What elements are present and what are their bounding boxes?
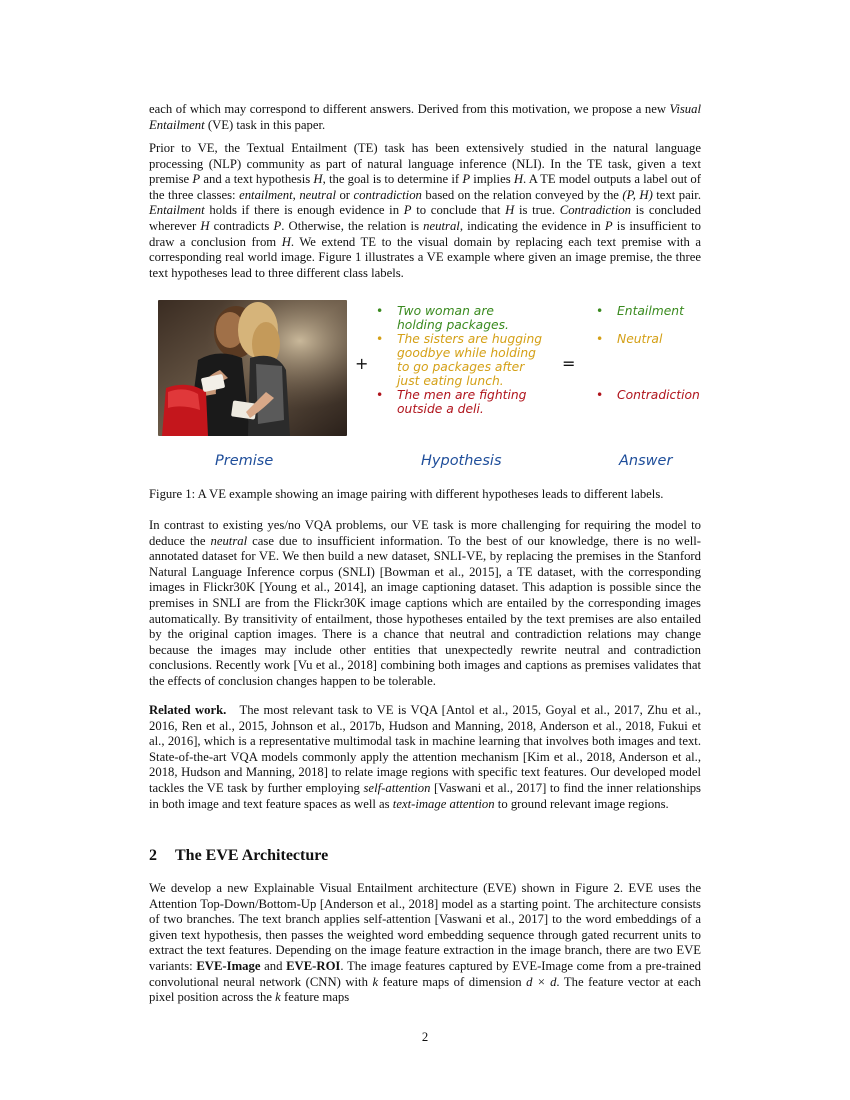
visual-entailment-term: Visual Entailment bbox=[149, 102, 701, 132]
paragraph-related-work: Related work. The most relevant task to VE is VQA [Antol et al., 2015, Goyal et al., 2017, Zhu et al., 2016, Ren et al., 2015, Johnson et al., 2017b, Hudson and Manning, 2018, Anderson et al., 2018, Fukui et al., 2016], which is a representative multimodal task in machine learning that involves both images and text. State-of-the-art VQA models commonly apply the attention mechanism [Kim et al., 2018, Anderson et al., 2018, Hudson and Manning, 2018] to relate image regions with specific text features. Our developed model tackles the VE task by further employing self-attention [Vaswani et al., 2017] to find the inner relationships in both image and text feature spaces as well as text-image attention to ground relevant image regions. bbox=[149, 703, 701, 811]
premise-photo-illustration bbox=[158, 300, 347, 436]
page-number: 2 bbox=[421, 1030, 429, 1044]
paragraph-intro-continuation: each of which may correspond to different answers. Derived from this motivation, we propose a new Visual Entailment (VE) task in this paper. bbox=[149, 102, 701, 132]
bullet-yellow: • bbox=[376, 332, 384, 346]
answer-text: Entailment bbox=[617, 304, 684, 318]
hypothesis-item-entailment bbox=[373, 304, 543, 332]
figure-1 bbox=[149, 298, 701, 483]
figure-1-caption: Figure 1: A VE example showing an image pairing with different hypotheses leads to different labels. bbox=[149, 487, 664, 501]
bullet-green: • bbox=[376, 304, 384, 318]
answer-list bbox=[593, 304, 713, 402]
premise-image bbox=[158, 300, 347, 436]
answer-text: Contradiction bbox=[617, 388, 700, 402]
bullet-red: • bbox=[596, 388, 604, 402]
bullet-red: • bbox=[376, 388, 384, 402]
hypothesis-item-contradiction bbox=[373, 388, 543, 416]
paragraph-eve-architecture: We develop a new Explainable Visual Entailment architecture (EVE) shown in Figure 2. EVE uses the Attention Top-Down/Bottom-Up [Anderson et al., 2018] model as a starting point. The architecture consists of two branches. The text branch applies self-attention [Vaswani et al., 2017] to the word embeddings of a given text hypothesis, then passes the weighted word embedding sequence through gated recurrent units to extract the text features. Depending on the image feature extraction in the image branch, there are two EVE variants: EVE-Image and EVE-ROI. The image features captured by EVE-Image come from a pre-trained convolutional neural network (CNN) with k feature maps of dimension d × d. The feature vector at each pixel position across the k feature maps bbox=[149, 881, 701, 1005]
bullet-green: • bbox=[596, 304, 604, 318]
paragraph-snli-ve: In contrast to existing yes/no VQA problems, our VE task is more challenging for requiring the model to deduce the neutral case due to insufficient information. To the best of our knowledge, there is no well-annotated dataset for VE. We then build a new dataset, SNLI-VE, by replacing the premises in the Stanford Natural Language Inference corpus (SNLI) [Bowman et al., 2015], a TE dataset, with the corresponding images in Flickr30K [Young et al., 2014], an image captioning dataset. This adaption is possible since the premises in SNLI are from the Flickr30K image captions which are entailed by the corresponding images automatically. By transitivity of entailment, those hypotheses entailed by the text premises are also entailed by the original caption images. There is a chance that neutral and contradiction relations may change because the images may include other entities that unexpectedly rewrite neutral and contradiction conclusions. Recently work [Vu et al., 2018] combining both images and captions as premises validates that the effects of conclusion changes happen to be tolerable. bbox=[149, 518, 701, 688]
plus-sign: + bbox=[355, 354, 369, 373]
hypothesis-text: The men are fighting outside a deli. bbox=[397, 388, 527, 416]
equals-sign: = bbox=[562, 354, 576, 373]
hypothesis-label: Hypothesis bbox=[421, 453, 502, 469]
answer-label: Answer bbox=[619, 453, 673, 469]
section-title: The EVE Architecture bbox=[175, 847, 329, 864]
hypothesis-item-neutral bbox=[373, 332, 543, 388]
answer-item bbox=[593, 388, 713, 402]
answer-item bbox=[593, 304, 713, 332]
hypothesis-text: Two woman are holding packages. bbox=[397, 304, 509, 332]
related-work-heading: Related work. bbox=[149, 703, 227, 717]
premise-label: Premise bbox=[215, 453, 274, 469]
section-number: 2 bbox=[149, 847, 157, 864]
hypothesis-list bbox=[373, 304, 543, 416]
bullet-yellow: • bbox=[596, 332, 604, 346]
hypothesis-text: The sisters are hugging goodbye while holding to go packages after just eating lunch. bbox=[397, 332, 543, 388]
section-heading bbox=[149, 847, 328, 865]
paragraph-textual-entailment: Prior to VE, the Textual Entailment (TE) task has been extensively studied in the natural language processing (NLP) community as part of natural language inference (NLI). In the TE task, given a text premise P and a text hypothesis H, the goal is to determine if P implies H. A TE model outputs a label out of the three classes: entailment, neutral or contradiction based on the relation conveyed by the (P, H) text pair. Entailment holds if there is enough evidence in P to conclude that H is true. Contradiction is concluded wherever H contradicts P. Otherwise, the relation is neutral, indicating the evidence in P is insufficient to draw a conclusion from H. We extend TE to the visual domain by replacing each text premise with a corresponding real world image. Figure 1 illustrates a VE example where given an image premise, the three text hypotheses lead to three different class labels. bbox=[149, 141, 701, 280]
answer-item bbox=[593, 332, 713, 388]
answer-text: Neutral bbox=[617, 332, 663, 346]
